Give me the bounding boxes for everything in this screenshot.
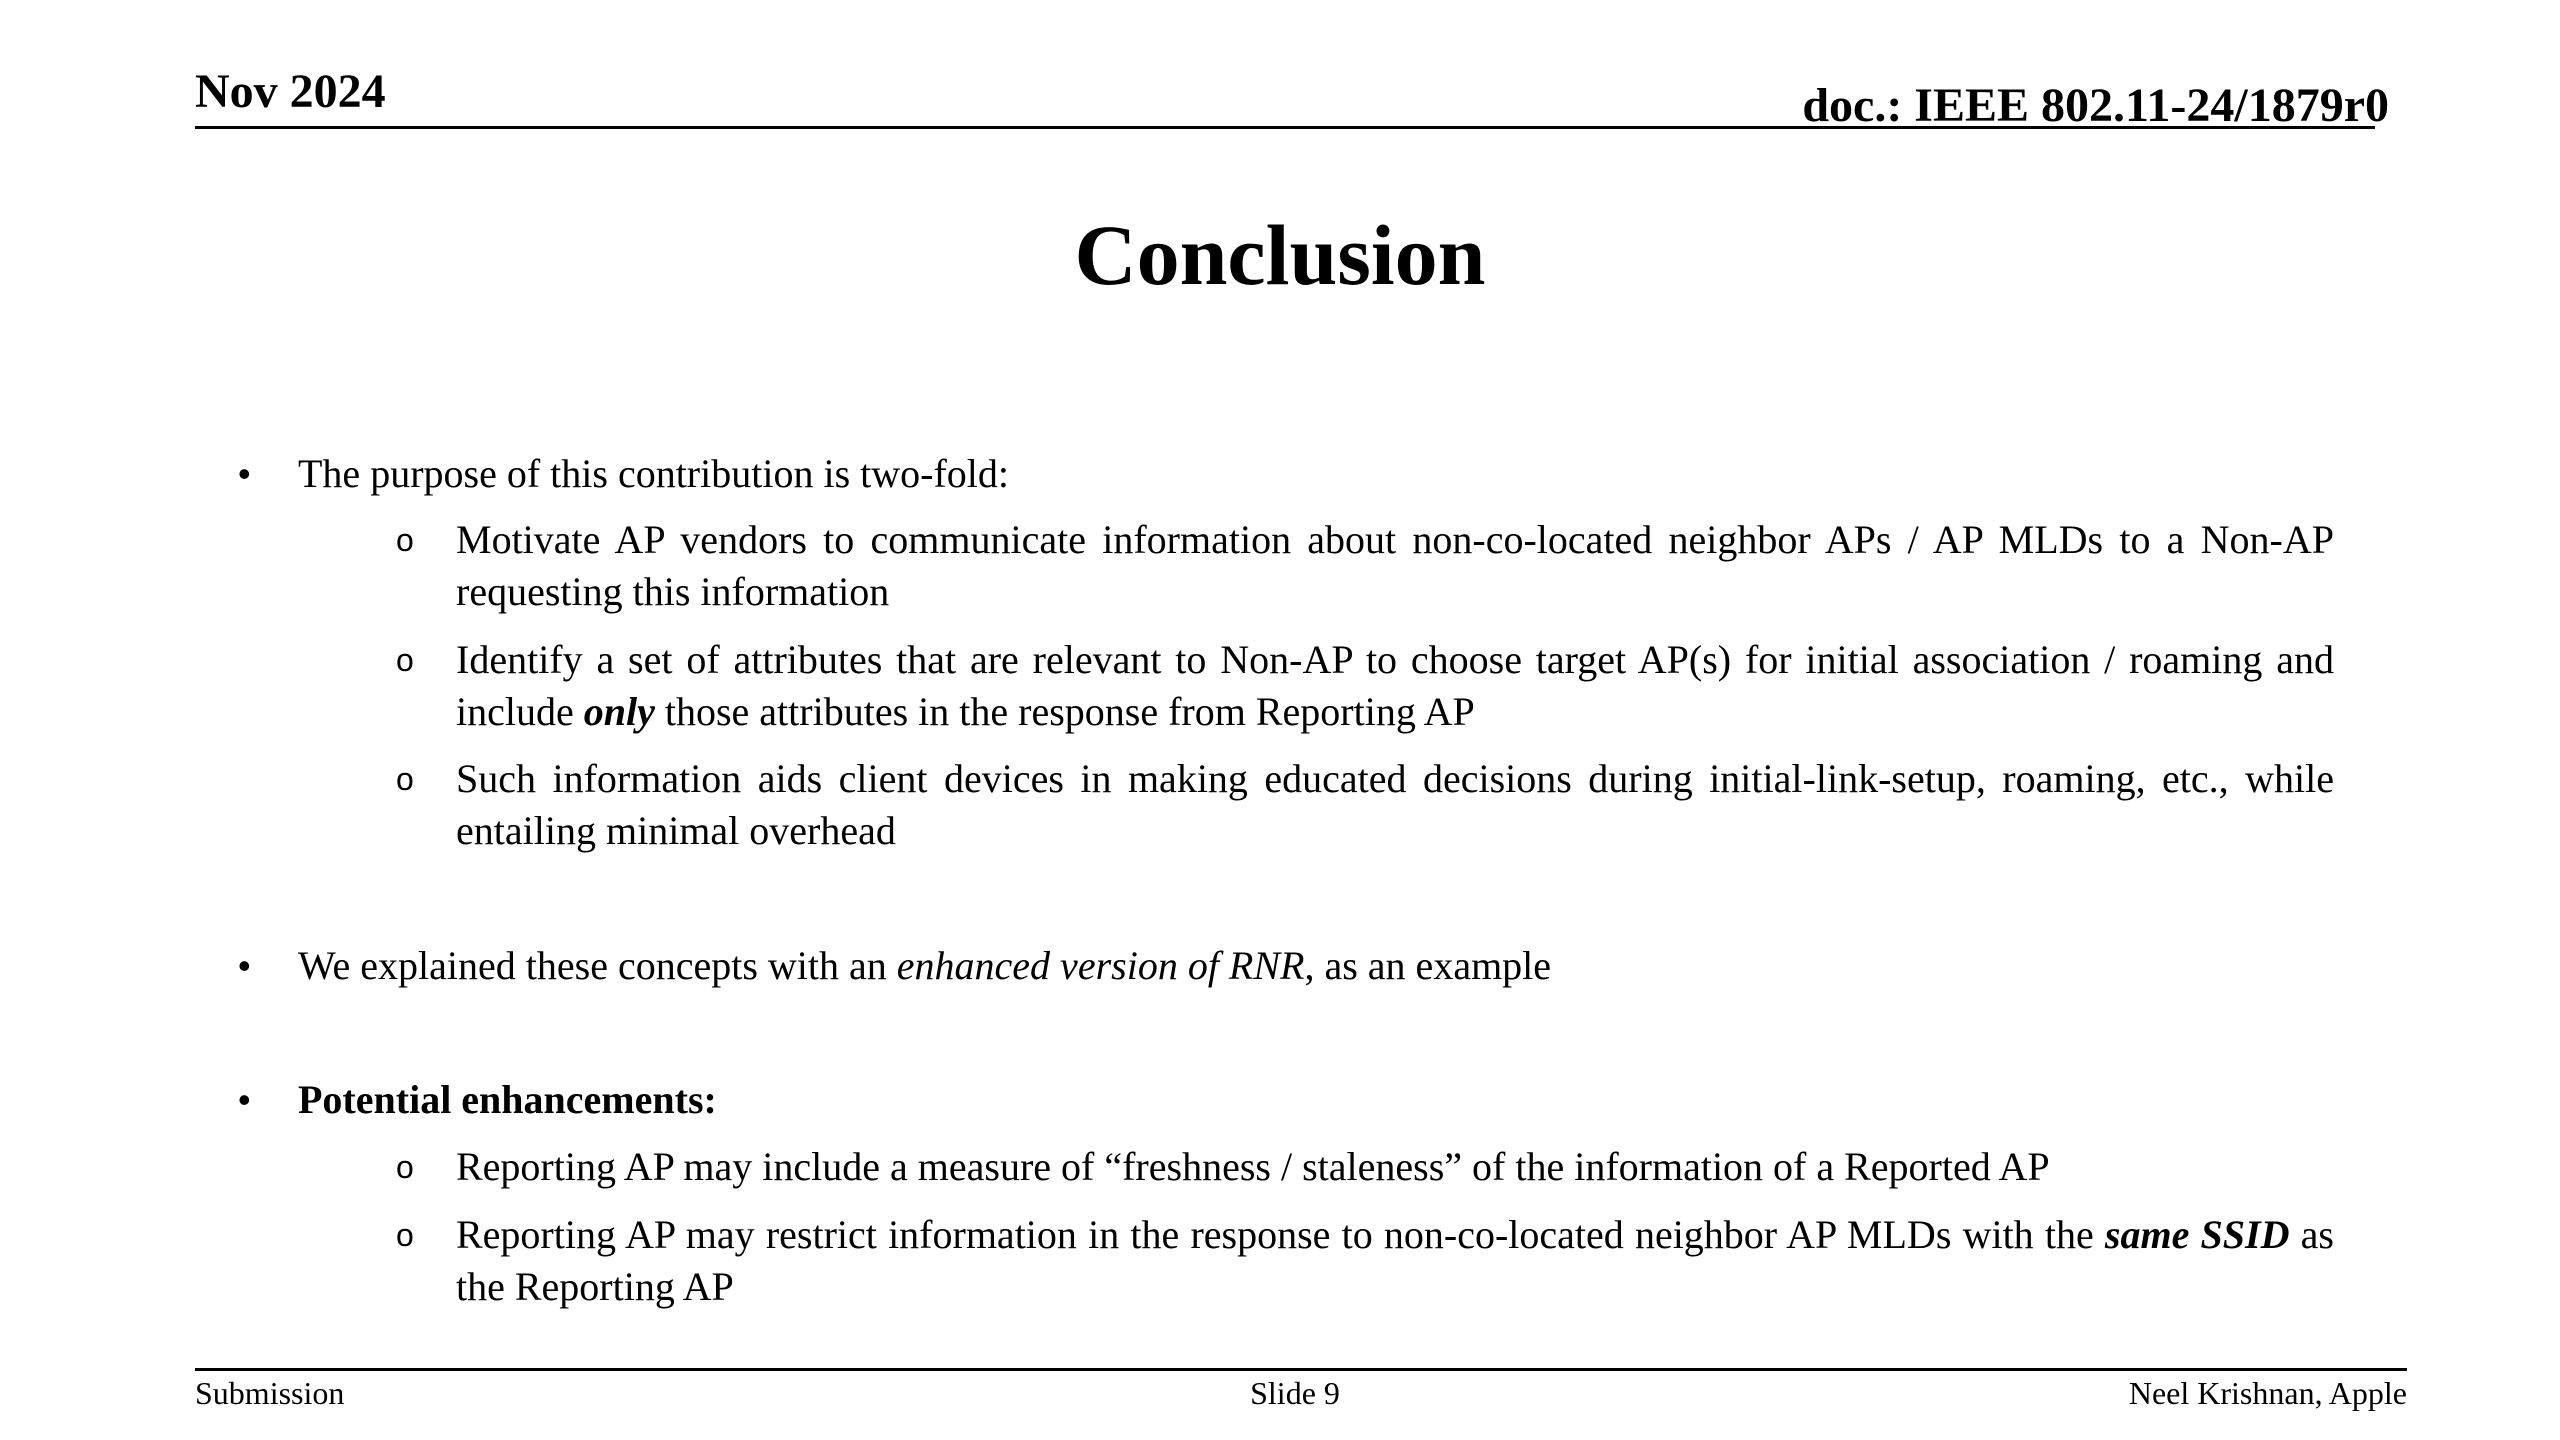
sub-bullet-marker: o (396, 761, 414, 797)
sub-bullet-marker: o (396, 522, 414, 558)
bullet-marker: • (238, 453, 251, 494)
bullet-1-text: The purpose of this contribution is two-fold: (298, 451, 1010, 496)
bullet-2-emphasis: enhanced version of RNR (896, 943, 1305, 988)
sub-bullet-1-2-emphasis: only (583, 689, 655, 734)
bullet-2-text-a: We explained these concepts with an (298, 943, 897, 988)
bullet-3-text: Potential enhancements: (298, 1077, 717, 1122)
sub-bullet-1-1-text: Motivate AP vendors to communicate information about non-co-located neighbor APs / AP MLDs to a Non-AP requesting this information (456, 517, 2334, 614)
bullet-1 (238, 448, 2358, 500)
slide-title: Conclusion (1074, 207, 1486, 303)
sub-bullet-3-2-emphasis: same SSID (2104, 1212, 2290, 1257)
sub-bullet-1-2 (396, 634, 2334, 738)
sub-bullet-1-3 (396, 753, 2334, 857)
sub-bullet-marker: o (396, 1149, 414, 1185)
bullet-2-text-b: , as an example (1304, 943, 1552, 988)
sub-bullet-3-2 (396, 1209, 2334, 1313)
bullet-marker: • (238, 945, 251, 986)
header-date: Nov 2024 (195, 65, 386, 118)
header-doc-id: doc.: IEEE 802.11-24/1879r0 (1802, 79, 2389, 132)
sub-bullet-marker: o (396, 642, 414, 678)
sub-bullet-3-2-text-a: Reporting AP may restrict information in the response to non-co-located neighbor AP MLDs with the (456, 1212, 2105, 1257)
sub-bullet-marker: o (396, 1217, 414, 1253)
sub-bullet-1-2-text-b: those attributes in the response from Reporting AP (654, 689, 1475, 734)
header-rule (195, 126, 2375, 129)
footer-slide-number: Slide 9 (1250, 1375, 1340, 1411)
sub-bullet-3-1-text: Reporting AP may include a measure of “freshness / staleness” of the information of a Reported AP (456, 1144, 2050, 1189)
sub-bullet-1-3-text: Such information aids client devices in making educated decisions during initial-link-setup, roaming, etc., while entailing minimal overhead (456, 756, 2334, 853)
bullet-marker: • (238, 1079, 251, 1120)
sub-bullet-1-2-text-a: Identify a set of attributes that are relevant to Non-AP to choose target AP(s) for initial association / roaming and include (456, 637, 2334, 734)
sub-bullet-3-1 (396, 1141, 2334, 1193)
sub-bullet-1-1 (396, 514, 2334, 618)
footer-rule (195, 1368, 2407, 1371)
bullet-3 (238, 1074, 2358, 1126)
footer-submission: Submission (195, 1375, 345, 1411)
sub-bullet-3-2-text-b: as the Reporting AP (456, 1212, 2334, 1309)
bullet-2 (238, 940, 2358, 992)
footer-author: Neel Krishnan, Apple (2128, 1375, 2407, 1411)
